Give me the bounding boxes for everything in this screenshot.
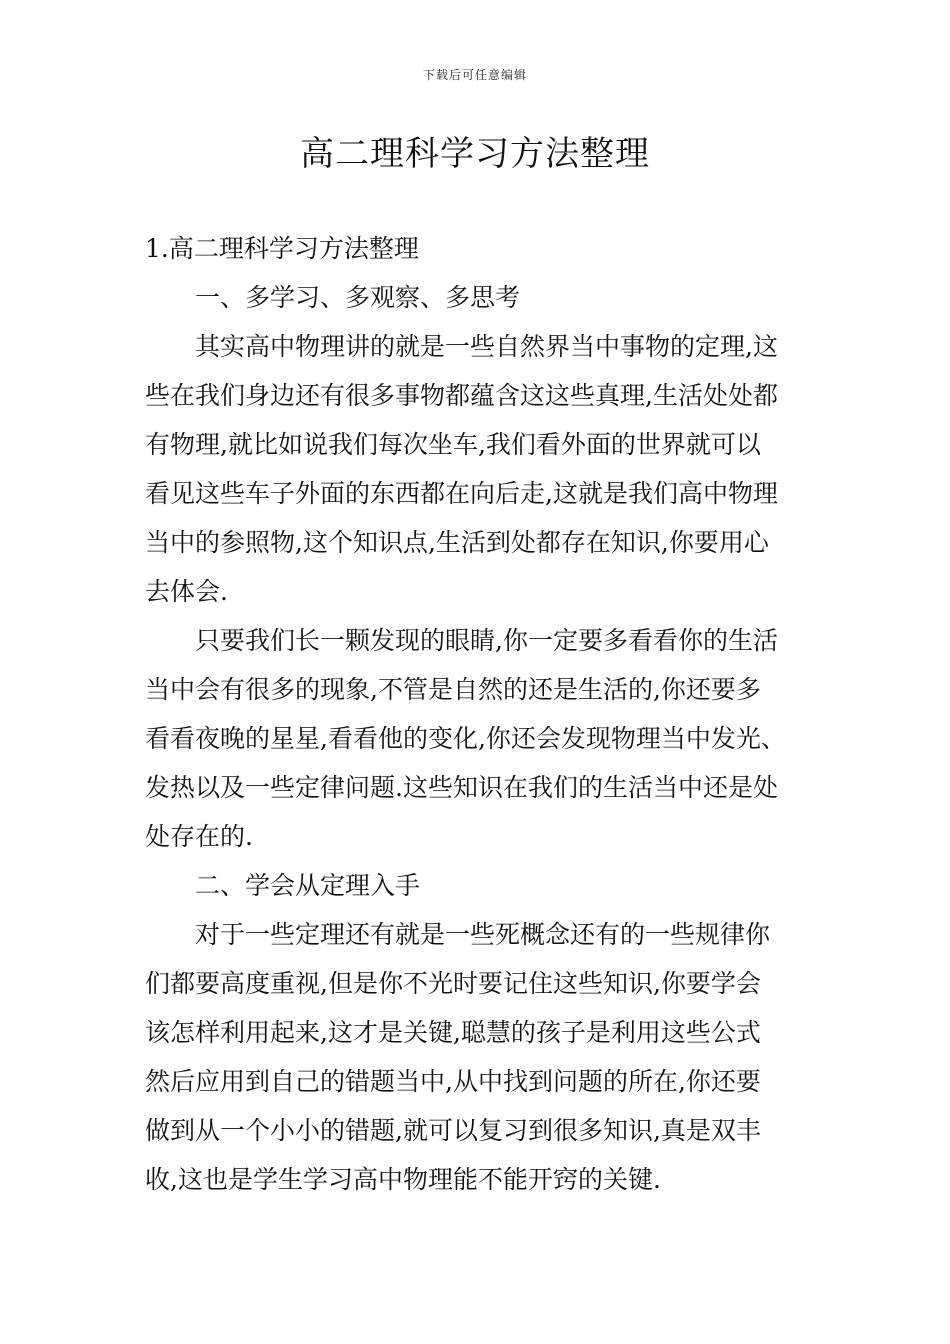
paragraph-3-line: 们都要高度重视,但是你不光时要记住这些知识,你要学会 [145, 969, 761, 998]
paragraph-3-line: 然后应用到自己的错题当中,从中找到问题的所在,你还要 [145, 1067, 761, 1096]
paragraph-2-line: 处存在的. [145, 822, 253, 851]
paragraph-3-line: 收,这也是学生学习高中物理能不能开窍的关键. [145, 1165, 661, 1194]
paragraph-2-line: 当中会有很多的现象,不管是自然的还是生活的,你还要多 [145, 675, 761, 704]
section-heading-1: 1.高二理科学习方法整理 [145, 234, 419, 263]
paragraph-1-line: 看见这些车子外面的东西都在向后走,这就是我们高中物理 [145, 479, 778, 508]
paragraph-1-line: 去体会. [145, 577, 228, 606]
document-title: 高二理科学习方法整理 [300, 134, 650, 174]
paragraph-1-line: 当中的参照物,这个知识点,生活到处都存在知识,你要用心 [145, 528, 769, 557]
paragraph-2-line: 只要我们长一颗发现的眼睛,你一定要多看看你的生活 [195, 626, 778, 655]
paragraph-1-line: 其实高中物理讲的就是一些自然界当中事物的定理,这 [195, 332, 778, 361]
paragraph-2-line: 发热以及一些定律问题.这些知识在我们的生活当中还是处 [145, 773, 778, 802]
paragraph-1-line: 些在我们身边还有很多事物都蕴含这这些真理,生活处处都 [145, 381, 778, 410]
paragraph-1-line: 有物理,就比如说我们每次坐车,我们看外面的世界就可以 [145, 430, 761, 459]
subheading-2: 二、学会从定理入手 [195, 871, 421, 900]
paragraph-3-line: 对于一些定理还有就是一些死概念还有的一些规律你 [195, 920, 771, 949]
subheading-1: 一、多学习、多观察、多思考 [195, 283, 521, 312]
paragraph-3-line: 做到从一个小小的错题,就可以复习到很多知识,真是双丰 [145, 1116, 761, 1145]
paragraph-2-line: 看看夜晚的星星,看看他的变化,你还会发现物理当中发光、 [145, 724, 786, 753]
paragraph-3-line: 该怎样利用起来,这才是关键,聪慧的孩子是利用这些公式 [145, 1018, 761, 1047]
document-body [145, 224, 825, 1204]
header-note: 下载后可任意编辑 [422, 68, 527, 82]
